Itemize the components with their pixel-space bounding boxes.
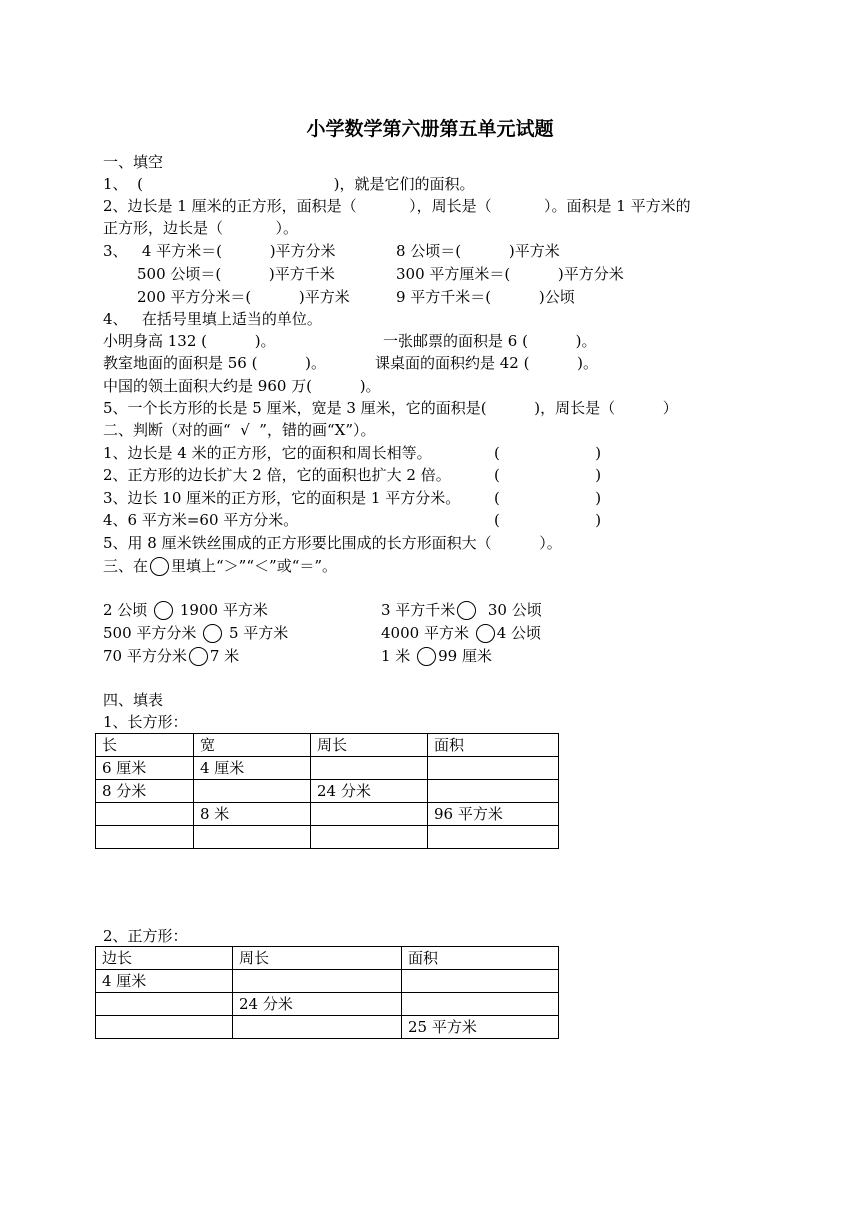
- question-4: 4、 在括号里填上适当的单位。: [103, 310, 322, 328]
- table-cell: 25 平方米: [402, 1016, 559, 1039]
- compare-left: 500 平方分米: [103, 624, 197, 642]
- table-cell: 周长: [311, 734, 428, 757]
- compare-left: 4000 平方米: [381, 624, 469, 642]
- table-cell[interactable]: [402, 970, 559, 993]
- question-2-line2: 正方形，边长是（ ）。: [103, 219, 298, 237]
- table-cell: 24 分米: [233, 993, 402, 1016]
- table-cell[interactable]: [233, 1016, 402, 1039]
- table-cell: 4 厘米: [96, 970, 233, 993]
- compare-circle: [150, 557, 169, 576]
- question-1: 1、 ( )，就是它们的面积。: [103, 175, 475, 193]
- section3-heading: [103, 556, 337, 576]
- table-cell[interactable]: [311, 757, 428, 780]
- table-row: [96, 970, 559, 993]
- table-cell: 8 米: [194, 803, 311, 826]
- judge-item-5: 5、用 8 厘米铁丝围成的正方形要比围成的长方形面积大（ ）。: [103, 534, 562, 552]
- judge-item-2: 2、正方形的边长扩大 2 倍，它的面积也扩大 2 倍。: [103, 466, 451, 484]
- table-cell[interactable]: [233, 970, 402, 993]
- compare-item-5: [103, 646, 239, 666]
- page-title: 小学数学第六册第五单元试题: [306, 118, 554, 140]
- table-cell: 面积: [428, 734, 559, 757]
- compare-right: 5 平方米: [228, 624, 289, 642]
- compare-item-6: [381, 646, 492, 666]
- question-4-c: 中国的领土面积大约是 960 万( )。: [103, 377, 381, 395]
- section1-heading: 一、填空: [103, 153, 164, 171]
- table-cell[interactable]: [96, 993, 233, 1016]
- question-4-a-right: 一张邮票的面积是 6 ( )。: [383, 332, 597, 350]
- judge-bracket-3: ( ): [494, 489, 602, 507]
- compare-left: 70 平方分米: [103, 647, 187, 665]
- table-cell[interactable]: [194, 780, 311, 803]
- compare-circle[interactable]: [476, 624, 495, 643]
- table-cell[interactable]: [311, 803, 428, 826]
- rectangle-table: [95, 733, 559, 849]
- compare-item-4: [381, 623, 541, 643]
- table-cell[interactable]: [428, 780, 559, 803]
- compare-right: 30 公顷: [478, 601, 542, 619]
- table-cell[interactable]: [96, 803, 194, 826]
- question-4-b-left: 教室地面的面积是 56 ( )。: [103, 354, 327, 372]
- section4-heading: 四、填表: [103, 691, 164, 709]
- question-4-b-right: 课桌面的面积约是 42 ( )。: [375, 354, 599, 372]
- question-3-row2-right: 300 平方厘米＝( )平方分米: [396, 265, 624, 283]
- question-3-row1-right: 8 公顷＝( )平方米: [396, 242, 560, 260]
- question-3-row3-right: 9 平方千米＝( )公顷: [396, 288, 575, 306]
- table-cell: 96 平方米: [428, 803, 559, 826]
- section3-heading-pre: 三、在: [103, 557, 149, 575]
- compare-left: 1 米: [381, 647, 411, 665]
- table-cell[interactable]: [428, 757, 559, 780]
- question-5: 5、一个长方形的长是 5 厘米，宽是 3 厘米，它的面积是( )，周长是（ ）: [103, 399, 678, 417]
- table-row: [96, 803, 559, 826]
- table-cell: 边长: [96, 947, 233, 970]
- question-3-row2-left: 500 公顷＝( )平方千米: [137, 265, 335, 283]
- compare-right: 1900 平方米: [179, 601, 268, 619]
- judge-bracket-1: ( ): [494, 444, 602, 462]
- table-header-row: [96, 734, 559, 757]
- judge-item-4: 4、6 平方米=60 平方分米。: [103, 511, 299, 529]
- table-cell: 8 分米: [96, 780, 194, 803]
- section3-heading-post: 里填上“＞”“＜”或“＝”。: [171, 557, 338, 575]
- compare-right: 7 米: [209, 647, 240, 665]
- judge-bracket-4: ( ): [494, 511, 602, 529]
- table-cell[interactable]: [311, 826, 428, 849]
- table-cell: 宽: [194, 734, 311, 757]
- table-row: [96, 1016, 559, 1039]
- compare-item-2: [381, 600, 542, 620]
- compare-circle[interactable]: [189, 647, 208, 666]
- table-cell: 4 厘米: [194, 757, 311, 780]
- table-cell: 长: [96, 734, 194, 757]
- table-row: [96, 826, 559, 849]
- judge-bracket-2: ( ): [494, 466, 602, 484]
- table-cell: 面积: [402, 947, 559, 970]
- compare-circle[interactable]: [417, 647, 436, 666]
- compare-right: 4 公顷: [496, 624, 542, 642]
- compare-item-1: [103, 600, 268, 620]
- table1-label: 1、长方形：: [103, 713, 188, 731]
- table-cell[interactable]: [96, 826, 194, 849]
- table-cell: 周长: [233, 947, 402, 970]
- table-row: [96, 780, 559, 803]
- table-header-row: [96, 947, 559, 970]
- judge-item-1: 1、边长是 4 米的正方形，它的面积和周长相等。: [103, 444, 432, 462]
- table-cell: 24 分米: [311, 780, 428, 803]
- table2-label: 2、正方形：: [103, 927, 188, 945]
- question-3-row3-left: 200 平方分米＝( )平方米: [137, 288, 350, 306]
- table-cell[interactable]: [194, 826, 311, 849]
- section2-heading: 二、判断（对的画“ √ ”，错的画“X”）。: [103, 421, 376, 439]
- table-cell: 6 厘米: [96, 757, 194, 780]
- compare-item-3: [103, 623, 288, 643]
- table-row: [96, 757, 559, 780]
- square-table: [95, 946, 559, 1039]
- compare-circle[interactable]: [457, 601, 476, 620]
- compare-circle[interactable]: [154, 601, 173, 620]
- question-4-a-left: 小明身高 132 ( )。: [103, 332, 276, 350]
- judge-item-3: 3、边长 10 厘米的正方形，它的面积是 1 平方分米。: [103, 489, 461, 507]
- table-cell[interactable]: [428, 826, 559, 849]
- table-cell[interactable]: [402, 993, 559, 1016]
- table-cell[interactable]: [96, 1016, 233, 1039]
- compare-right: 99 厘米: [438, 647, 492, 665]
- question-2-line1: 2、边长是 1 厘米的正方形，面积是（ ），周长是（ ）。面积是 1 平方米的: [103, 197, 691, 215]
- question-3-row1-left: 3、 4 平方米＝( )平方分米: [103, 242, 336, 260]
- compare-circle[interactable]: [203, 624, 222, 643]
- compare-left: 2 公顷: [103, 601, 148, 619]
- compare-left: 3 平方千米: [381, 601, 456, 619]
- table-row: [96, 993, 559, 1016]
